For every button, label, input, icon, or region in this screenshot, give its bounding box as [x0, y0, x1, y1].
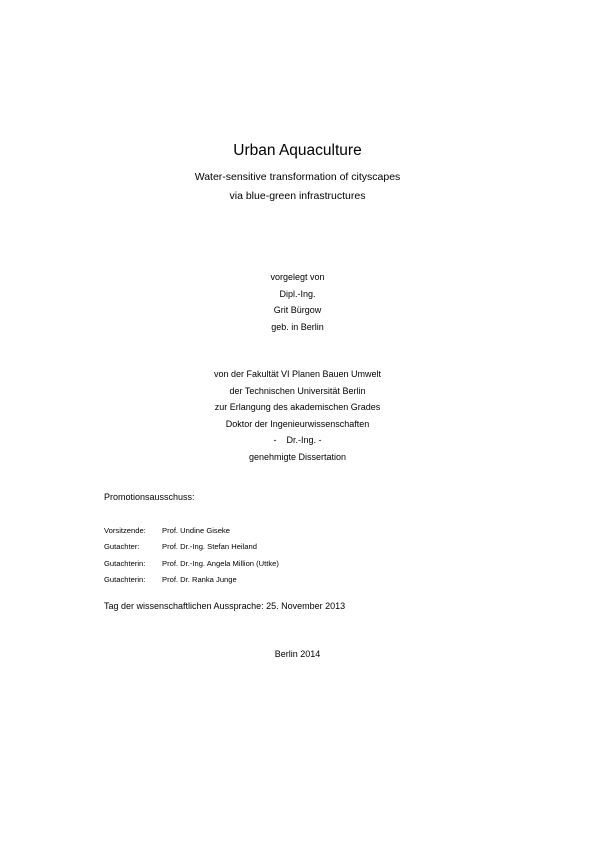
committee-role: Gutachterin: [104, 558, 146, 568]
committee-name: Prof. Dr.-Ing. Angela Million (Uttke) [162, 558, 279, 568]
committee-name: Prof. Dr.-Ing. Stefan Heiland [162, 542, 257, 552]
approval-line: genehmigte Dissertation [248, 451, 347, 462]
committee-member [104, 523, 279, 539]
committee-role: Vorsitzende: [104, 526, 146, 535]
faculty-line: von der Fakultät VI Planen Bauen Umwelt [213, 369, 382, 379]
committee-member [104, 556, 279, 572]
committee-name: Prof. Dr. Ranka Junge [162, 575, 237, 585]
author-block [0, 269, 595, 335]
submitted-by-label: vorgelegt von [270, 272, 325, 282]
author-name: Grit Bürgow [273, 305, 322, 316]
committee-list [104, 523, 279, 589]
author-birthplace: geb. in Berlin [271, 321, 324, 332]
degree-name-line: Doktor der Ingenieurwissenschaften [225, 418, 370, 429]
subtitle-line: via blue-green infrastructures [229, 190, 366, 202]
dissertation-title: Urban Aquaculture [233, 142, 362, 159]
faculty-block [0, 366, 595, 466]
subtitle-line: Water-sensitive transformation of cityscapes [194, 171, 401, 183]
dissertation-subtitle [0, 168, 595, 206]
defense-date: Tag der wissenschaftlichen Aussprache: 25. November 2013 [104, 601, 346, 611]
university-line: der Technischen Universität Berlin [229, 385, 366, 396]
committee-name: Prof. Undine Giseke [162, 526, 230, 535]
committee-heading: Promotionsausschuss: [104, 492, 195, 502]
committee-member [104, 572, 279, 588]
committee-member [104, 539, 279, 555]
degree-purpose-line: zur Erlangung des akademischen Grades [214, 402, 381, 413]
author-degree: Dipl.-Ing. [279, 288, 316, 299]
committee-role: Gutachterin: [104, 575, 146, 585]
place-and-year: Berlin 2014 [274, 649, 321, 659]
degree-abbreviation-line: - Dr.-Ing. - [273, 435, 322, 446]
committee-role: Gutachter: [104, 542, 140, 552]
